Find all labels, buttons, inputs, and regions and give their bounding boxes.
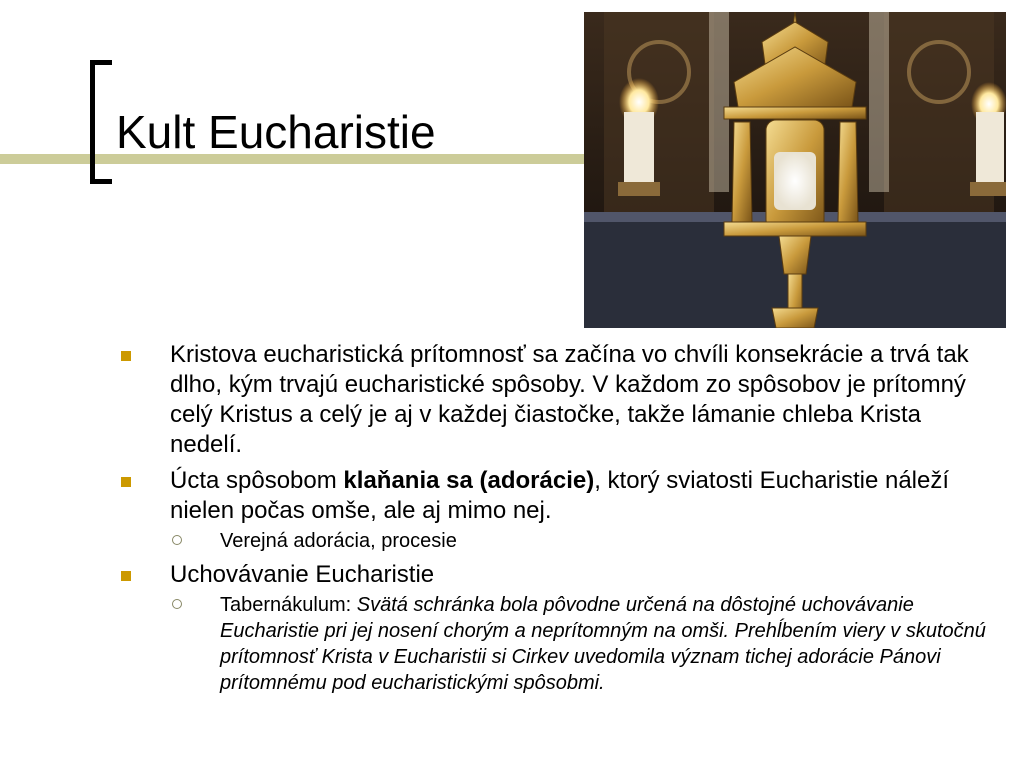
bullet-item — [118, 560, 998, 696]
square-bullet-icon — [121, 571, 131, 581]
sub-bullet-text: Verejná adorácia, procesie — [220, 530, 457, 552]
bullet-text-tail: , ktorý sviatosti Eucharistie náleží nielen počas omše, ale aj mimo nej. — [170, 467, 950, 524]
monstrance-photo — [584, 12, 1006, 328]
sub-bullet-item — [170, 592, 998, 696]
square-bullet-icon — [121, 351, 131, 361]
circle-bullet-icon — [172, 535, 182, 545]
sub-bullet-item — [170, 528, 998, 554]
circle-bullet-icon — [172, 599, 182, 609]
bullet-item — [118, 466, 998, 554]
sub-bullet-list — [170, 592, 998, 696]
bullet-text: Kristova eucharistická prítomnosť sa začína vo chvíli konsekrácie a trvá tak dlho, kým trvajú eucharistické spôsoby. V každom zo spôsobov je prítomný celý Kristus a celý je aj v každej čiastočke, takže lámanie chleba Krista nedelí. — [170, 341, 969, 458]
title-bracket — [90, 60, 112, 184]
square-bullet-icon — [121, 477, 131, 487]
sub-bullet-label: Tabernákulum: — [220, 594, 357, 616]
bullet-list — [118, 340, 998, 702]
slide-title: Kult Eucharistie — [116, 106, 436, 158]
bullet-text — [170, 467, 949, 524]
bullet-text-lead: Úcta spôsobom — [170, 467, 344, 494]
bullet-text: Uchovávanie Eucharistie — [170, 561, 435, 588]
sub-bullet-text — [220, 594, 986, 694]
bullet-item — [118, 340, 998, 460]
sub-bullet-italic-text: Svätá schránka bola pôvodne určená na dôstojné uchovávanie Eucharistie pri jej nosení chorým a neprítomným na omši. Prehĺbením viery v skutočnú prítomnosť Krista v Eucharistii si Cirkev uvedomila význam tichej adorácie Pánovi prítomnému pod eucharistickými spôsobmi. — [220, 594, 986, 694]
bullet-text-emphasis: klaňania sa (adorácie) — [343, 467, 595, 494]
sub-bullet-list — [170, 528, 998, 554]
